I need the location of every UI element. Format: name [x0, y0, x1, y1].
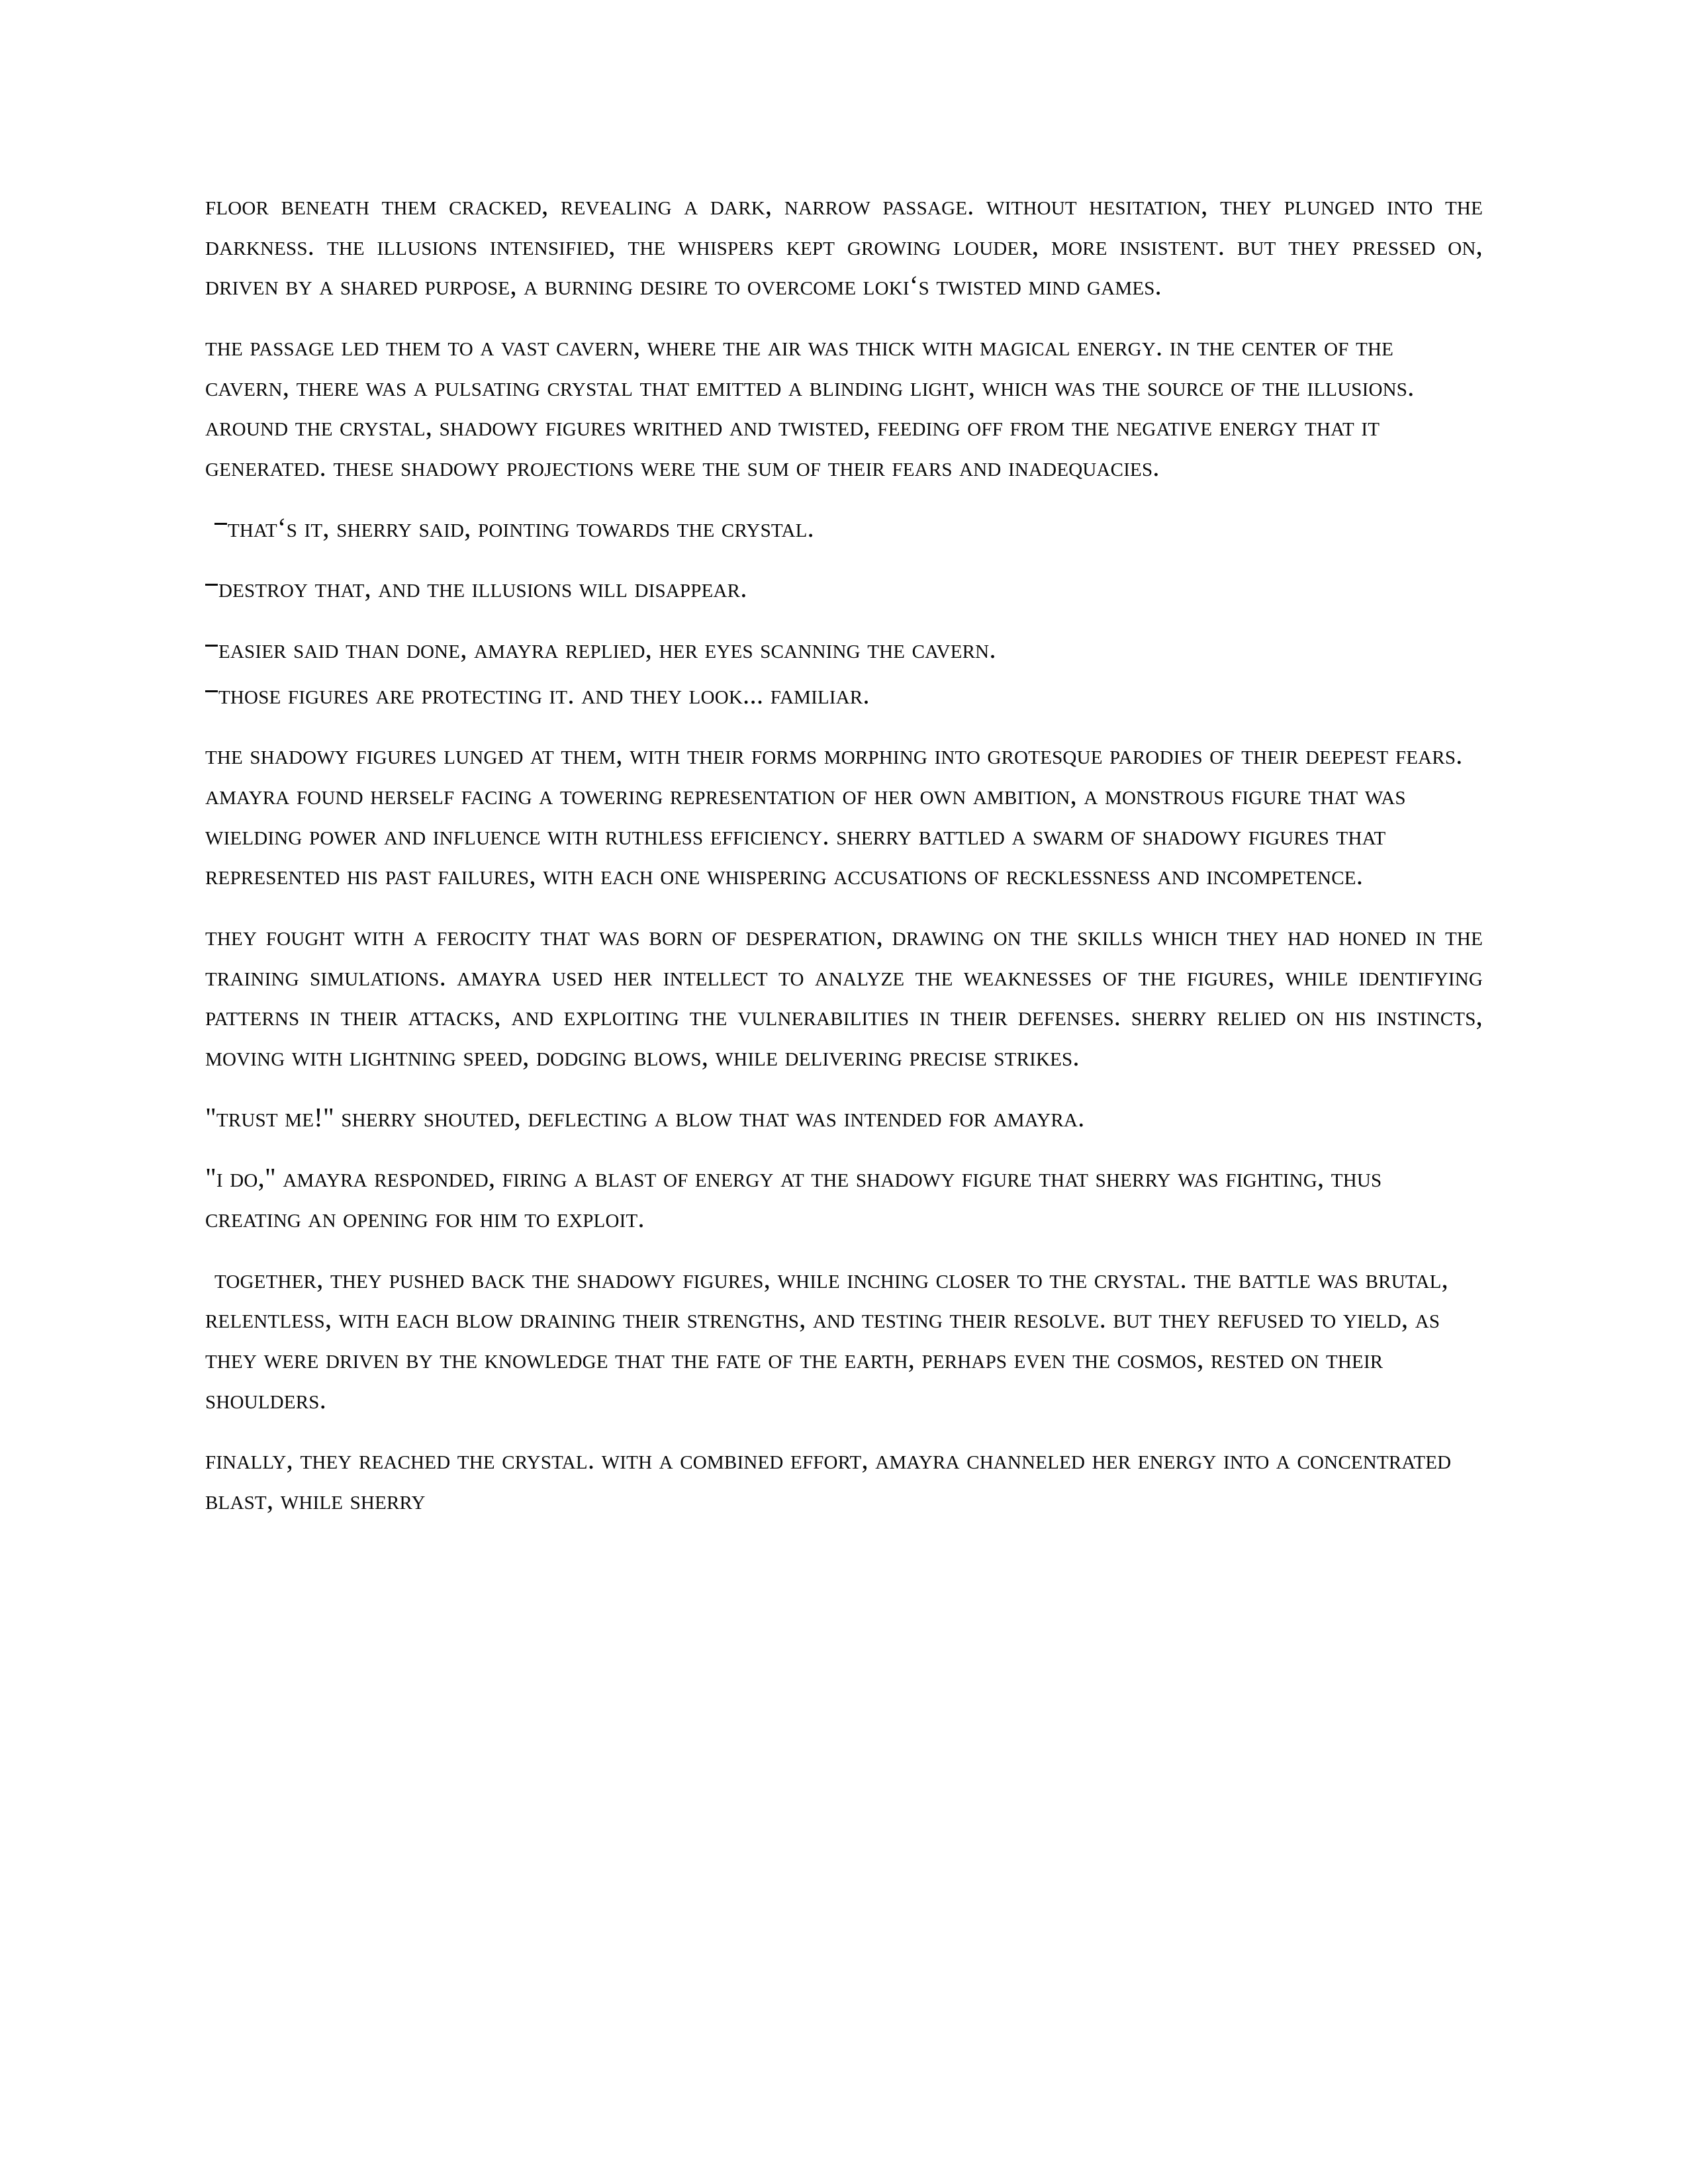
- dialogue-text: that‘s it, sherry said, pointing towards the crystal.: [228, 512, 814, 543]
- paragraph: together, they pushed back the shadowy figures, while inching closer to the crystal. the battle was brutal, relentless, with each blow draining their strengths, and testing their resolve. but they refused to yield, as they were driven by the knowledge that the fate of the earth, perhaps even the cosmos, rested on their shoulders.: [205, 1263, 1448, 1414]
- dialogue-text: easier said than done, amayra replied, her eyes scanning the cavern.: [218, 633, 996, 664]
- paragraph: floor beneath them cracked, revealing a dark, narrow passage. without hesitation, they plunged into the darkness. the illusions intensified, the whispers kept growing louder, more insistent. but they pressed on, driven by a shared purpose, a burning desire to overcome loki‘s twisted mind games.: [205, 190, 1483, 301]
- dialogue-dash-icon: [214, 523, 227, 525]
- paragraph: they fought with a ferocity that was born of desperation, drawing on the skills which they had honed in the training simulations. amayra used her intellect to analyze the weaknesses of the figures, while identifying patterns in their attacks, and exploiting the vulnerabilities in their defenses. sherry relied on his instincts, moving with lightning speed, dodging blows, while delivering precise strikes.: [205, 921, 1483, 1072]
- dialogue-dash-icon: [205, 645, 218, 647]
- dialogue-text: destroy that, and the illusions will disappear.: [218, 572, 747, 604]
- dialogue-dash-icon: [205, 690, 218, 692]
- paragraph-dialogue: [205, 568, 1483, 608]
- paragraph-dialogue: [205, 674, 1483, 715]
- dialogue-dash-icon: [205, 584, 218, 586]
- paragraph-dialogue: [205, 629, 1483, 669]
- dialogue-text: those figures are protecting it. and they look... familiar.: [218, 678, 870, 709]
- paragraph: the passage led them to a vast cavern, where the air was thick with magical energy. in the center of the cavern, there was a pulsating crystal that emitted a blinding light, which was the source of the illusions. around the crystal, shadowy figures writhed and twisted, feeding off from the negative energy that it generated. these shadowy projections were the sum of their fears and inadequacies.: [205, 331, 1415, 482]
- paragraph: the shadowy figures lunged at them, with their forms morphing into grotesque parodies of their deepest fears. amayra found herself facing a towering representation of her own ambition, a monstrous figure that was wielding power and influence with ruthless efficiency. sherry battled a swarm of shadowy figures that represented his past failures, with each one whispering accusations of recklessness and incompetence.: [205, 739, 1463, 891]
- paragraph: "trust me!" sherry shouted, deflecting a blow that was intended for amayra.: [205, 1101, 1085, 1132]
- body-text-column: [205, 185, 1483, 1520]
- paragraph: finally, they reached the crystal. with a combined effort, amayra channeled her energy into a concentrated blast, while sherry: [205, 1444, 1452, 1516]
- paragraph: "i do," amayra responded, firing a blast of energy at the shadowy figure that sherry was fighting, thus creating an opening for him to exploit.: [205, 1162, 1382, 1234]
- paragraph-dialogue: [205, 508, 1483, 548]
